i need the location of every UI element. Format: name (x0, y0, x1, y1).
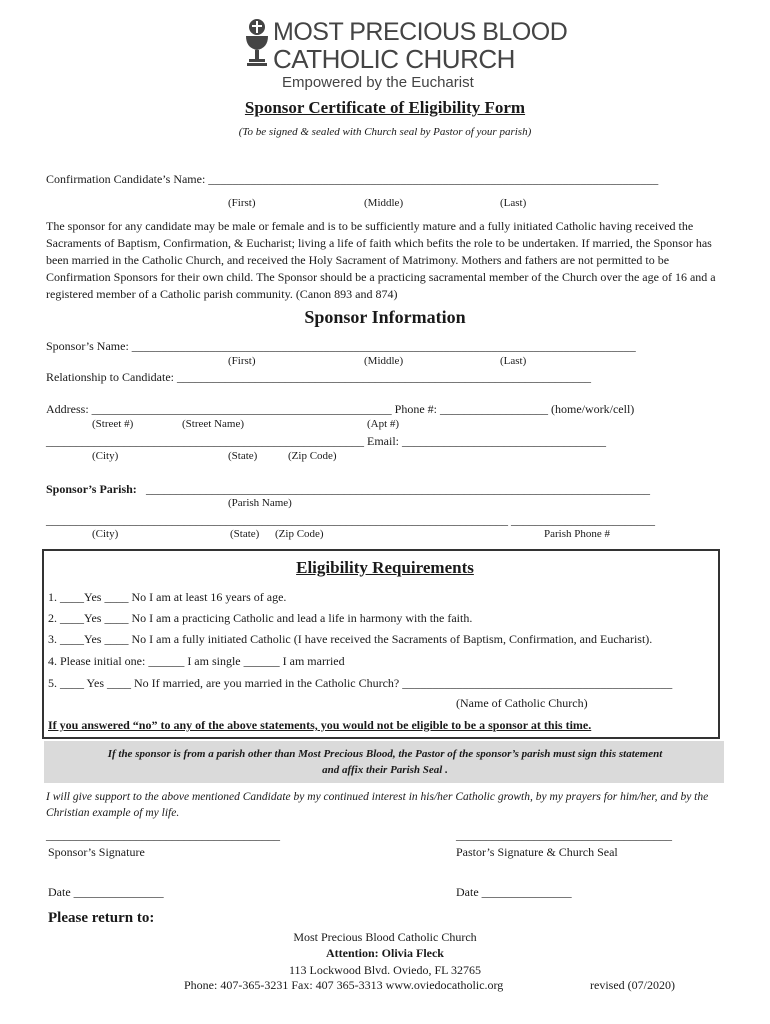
return-attention: Attention: Olivia Fleck (326, 946, 444, 960)
caption-first: (First) (228, 355, 256, 367)
caption-street-num: (Street #) (92, 418, 134, 430)
form-title: Sponsor Certificate of Eligibility Form (244, 98, 526, 117)
support-statement: I will give support to the above mentioned Candidate by my continued interest in his/her Catholic growth, by my prayers for him/her, and by the Christian example of my life. (46, 791, 709, 819)
requirement-5[interactable]: 5. ____ Yes ____ No If married, are you married in the Catholic Church? _____________________________________________ (48, 676, 673, 690)
caption-state: (State) (228, 450, 258, 462)
caption-church-name: (Name of Catholic Church) (456, 696, 588, 710)
caption-parish-zip: (Zip Code) (275, 528, 324, 540)
caption-middle: (Middle) (364, 355, 404, 367)
caption-parish-name: (Parish Name) (228, 497, 292, 509)
return-church: Most Precious Blood Catholic Church (293, 930, 477, 944)
pastor-signature-label: Pastor’s Signature & Church Seal (456, 845, 618, 859)
sponsor-signature-label: Sponsor’s Signature (48, 845, 145, 859)
return-contact: Phone: 407-365-3231 Fax: 407 365-3313 www.oviedocatholic.org (184, 978, 504, 992)
caption-last: (Last) (500, 197, 527, 209)
sponsor-date-field[interactable]: Date _______________ (48, 885, 164, 899)
caption-apt: (Apt #) (367, 418, 400, 430)
caption-city: (City) (92, 450, 119, 462)
caption-parish-phone: Parish Phone # (544, 528, 610, 540)
caption-street-name: (Street Name) (182, 418, 244, 430)
caption-parish-state: (State) (230, 528, 260, 540)
logo-line-1: MOST PRECIOUS BLOOD (273, 18, 568, 46)
pastor-date-field[interactable]: Date _______________ (456, 885, 572, 899)
revised-date: revised (07/2020) (590, 978, 675, 992)
city-email-field[interactable]: _____________________________________________________ Email: __________________________________ (46, 434, 606, 448)
caption-middle: (Middle) (364, 197, 404, 209)
logo-line-2: CATHOLIC CHURCH (273, 44, 515, 74)
relationship-field[interactable]: Relationship to Candidate: _____________________________________________________________________ (46, 370, 591, 384)
parish-city-phone-field[interactable]: _____________________________________________________________________________ ________________________ (46, 513, 655, 527)
caption-last: (Last) (500, 355, 527, 367)
requirement-3[interactable]: 3. ____Yes ____ No I am a fully initiated Catholic (I have received the Sacraments of Baptism, Confirmation, and Eucharist). (48, 632, 653, 646)
caption-parish-city: (City) (92, 528, 119, 540)
eligibility-heading: Eligibility Requirements (296, 558, 474, 577)
sponsor-parish-field[interactable]: ____________________________________________________________________________________ (146, 482, 650, 496)
pastor-note-line-2: and affix their Parish Seal . (322, 764, 448, 776)
requirement-4[interactable]: 4. Please initial one: ______ I am single ______ I am married (48, 654, 345, 668)
requirement-1[interactable]: 1. ____Yes ____ No I am at least 16 years of age. (48, 590, 287, 604)
form-subtitle: (To be signed & sealed with Church seal by Pastor of your parish) (238, 126, 532, 138)
return-heading: Please return to: (48, 910, 155, 926)
pastor-signature-line[interactable]: ____________________________________ (456, 828, 672, 842)
caption-zip: (Zip Code) (288, 450, 337, 462)
eligibility-warning: If you answered “no” to any of the above statements, you would not be eligible to be a sponsor at this time. (48, 718, 592, 732)
candidate-name-field[interactable]: Confirmation Candidate’s Name: ___________________________________________________________________________ (46, 172, 659, 186)
logo-tagline: Empowered by the Eucharist (282, 74, 474, 91)
intro-paragraph: The sponsor for any candidate may be male or female and is to be sufficiently mature and a fully initiated Catholic having received the Sacraments of Baptism, Confirmation, & Eucharist; living a life of faith which befits the role to be undertaken. If married, the Sponsor has been married in the Catholic Church, and received the Holy Sacrament of Matrimony. Mothers and fathers are not permitted to be Confirmation Sponsors for their own child. The Sponsor should be a practicing sacramental member of the Church over the age of 16 and a registered member of a Catholic parish community. (Canon 893 and 874) (46, 219, 716, 301)
caption-first: (First) (228, 197, 256, 209)
pastor-note-line-1: If the sponsor is from a parish other than Most Precious Blood, the Pastor of the sponsor’s parish must sign this statement (107, 748, 663, 760)
address-phone-field[interactable]: Address: __________________________________________________ Phone #: __________________ (home/work/cell) (46, 402, 635, 416)
requirement-2[interactable]: 2. ____Yes ____ No I am a practicing Catholic and lead a life in harmony with the faith. (48, 611, 473, 625)
sponsor-signature-line[interactable]: _______________________________________ (46, 828, 280, 842)
return-address: 113 Lockwood Blvd. Oviedo, FL 32765 (288, 963, 482, 977)
sponsor-info-heading: Sponsor Information (304, 307, 466, 327)
sponsor-parish-label: Sponsor’s Parish: (46, 482, 137, 496)
chalice-icon (244, 18, 270, 68)
sponsor-name-field[interactable]: Sponsor’s Name: ____________________________________________________________________________________ (46, 339, 636, 353)
